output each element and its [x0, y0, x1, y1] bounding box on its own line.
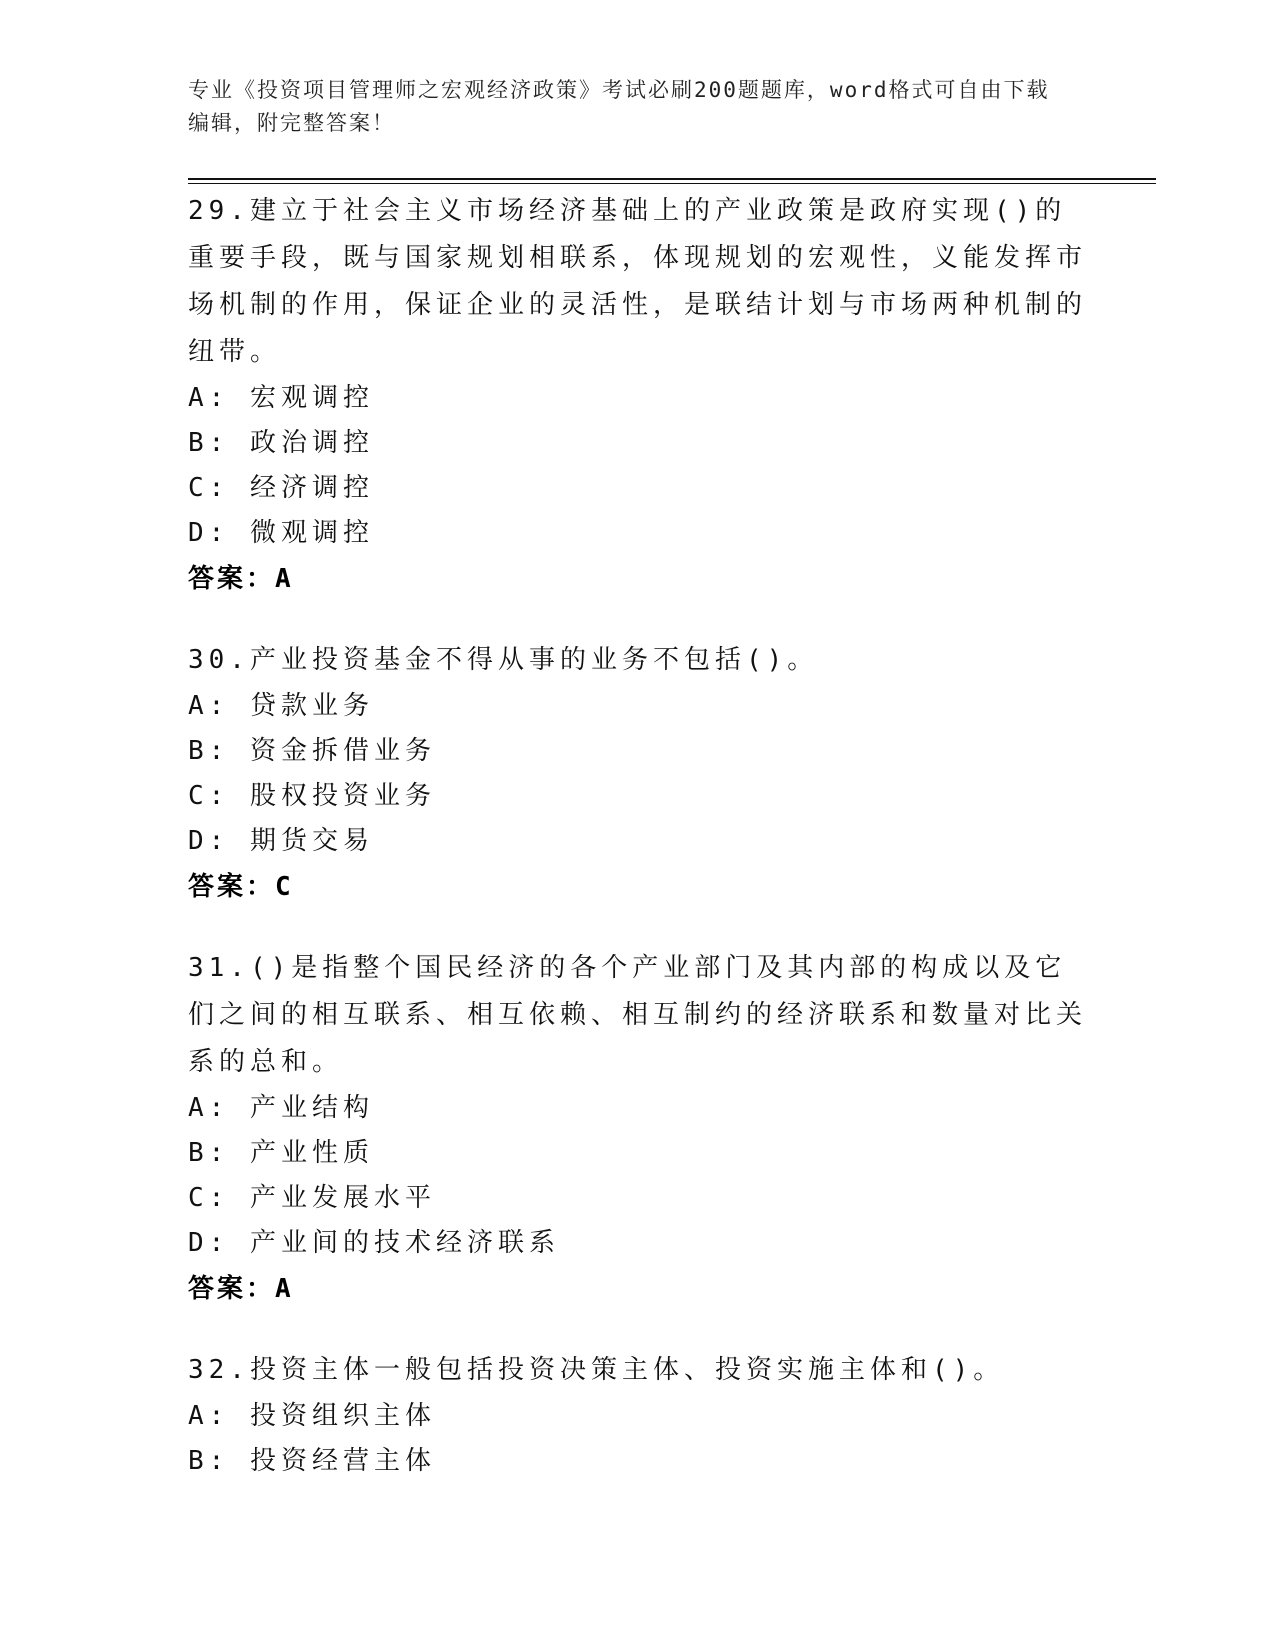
question-30	[188, 637, 1088, 910]
question-stem: 32.投资主体一般包括投资决策主体、投资实施主体和()。	[188, 1355, 1005, 1385]
question-31	[188, 945, 1088, 1312]
header-divider-thin	[188, 183, 1156, 184]
answer-line: 答案：A	[188, 564, 294, 594]
document-header: 专业《投资项目管理师之宏观经济政策》考试必刷200题题库，word格式可自由下载编辑，附完整答案！	[188, 78, 1050, 135]
answer-line: 答案：C	[188, 872, 294, 902]
option-a: A: 投资组织主体	[188, 1401, 436, 1431]
question-stem: 31.()是指整个国民经济的各个产业部门及其内部的构成以及它们之间的相互联系、相互依赖、相互制约的经济联系和数量对比关系的总和。	[188, 953, 1088, 1077]
option-d: D: 期货交易	[188, 826, 374, 856]
header-divider-thick	[188, 178, 1156, 180]
question-29	[188, 188, 1088, 602]
option-a: A: 产业结构	[188, 1093, 374, 1123]
question-stem: 30.产业投资基金不得从事的业务不包括()。	[188, 645, 819, 675]
answer-line: 答案：A	[188, 1274, 294, 1304]
question-list	[188, 188, 1088, 1484]
option-a: A: 宏观调控	[188, 383, 374, 413]
option-b: B: 产业性质	[188, 1138, 374, 1168]
option-d: D: 产业间的技术经济联系	[188, 1228, 560, 1258]
question-stem: 29.建立于社会主义市场经济基础上的产业政策是政府实现()的重要手段，既与国家规划相联系，体现规划的宏观性，义能发挥市场机制的作用，保证企业的灵活性，是联结计划与市场两种机制的纽带。	[188, 196, 1088, 367]
option-b: B: 政治调控	[188, 428, 374, 458]
option-a: A: 贷款业务	[188, 691, 374, 721]
option-c: C: 股权投资业务	[188, 781, 436, 811]
option-c: C: 产业发展水平	[188, 1183, 436, 1213]
option-b: B: 资金拆借业务	[188, 736, 436, 766]
option-c: C: 经济调控	[188, 473, 374, 503]
option-d: D: 微观调控	[188, 518, 374, 548]
option-b: B: 投资经营主体	[188, 1446, 436, 1476]
question-32	[188, 1347, 1088, 1484]
